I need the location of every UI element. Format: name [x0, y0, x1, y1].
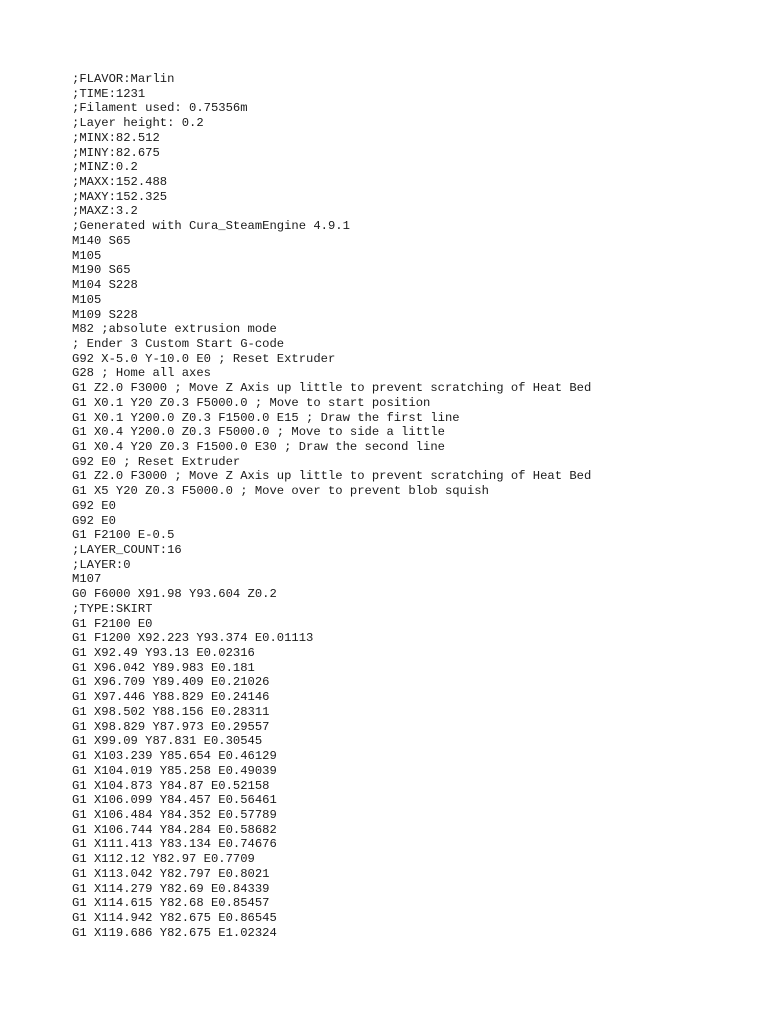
- gcode-line: ;TYPE:SKIRT: [72, 601, 153, 616]
- gcode-line: M104 S228: [72, 278, 138, 293]
- gcode-line: G1 X96.042 Y89.983 E0.181: [72, 660, 255, 675]
- gcode-line: M107: [72, 572, 102, 587]
- gcode-line: G92 E0: [72, 513, 116, 528]
- gcode-line: ;MAXY:152.325: [72, 189, 168, 204]
- gcode-line: G1 X103.239 Y85.654 E0.46129: [72, 749, 277, 764]
- gcode-line: ;Layer height: 0.2: [72, 116, 204, 131]
- gcode-line: G1 X98.829 Y87.973 E0.29557: [72, 719, 270, 734]
- gcode-line: G1 X92.49 Y93.13 E0.02316: [72, 646, 255, 661]
- gcode-line: ;TIME:1231: [72, 86, 146, 101]
- gcode-line: G1 X106.744 Y84.284 E0.58682: [72, 822, 277, 837]
- gcode-line: G1 X0.4 Y200.0 Z0.3 F5000.0 ; Move to side a little: [72, 425, 445, 440]
- gcode-line: G1 X96.709 Y89.409 E0.21026: [72, 675, 270, 690]
- gcode-line: G1 X104.873 Y84.87 E0.52158: [72, 778, 270, 793]
- gcode-line: ;LAYER_COUNT:16: [72, 543, 182, 557]
- gcode-line: G1 X112.12 Y82.97 E0.7709: [72, 852, 255, 867]
- gcode-line: ;Generated with Cura_SteamEngine 4.9.1: [72, 219, 350, 234]
- gcode-line: G1 X104.019 Y85.258 E0.49039: [72, 763, 277, 778]
- gcode-line: G0 F6000 X91.98 Y93.604 Z0.2: [72, 587, 277, 602]
- gcode-line: G1 X119.686 Y82.675 E1.02324: [72, 925, 277, 940]
- gcode-line: G1 X113.042 Y82.797 E0.8021: [72, 866, 270, 881]
- gcode-line: ;MAXX:152.488: [72, 175, 168, 190]
- gcode-line: ;MAXZ:3.2: [72, 204, 138, 219]
- gcode-line: M140 S65: [72, 233, 131, 248]
- gcode-line: G1 X98.502 Y88.156 E0.28311: [72, 704, 270, 719]
- gcode-line: G1 F1200 X92.223 Y93.374 E0.01113: [72, 631, 314, 646]
- gcode-line: G1 X5 Y20 Z0.3 F5000.0 ; Move over to prevent blob squish: [72, 484, 489, 499]
- gcode-line: ;MINZ:0.2: [72, 160, 138, 175]
- gcode-line: G1 X106.099 Y84.457 E0.56461: [72, 793, 277, 808]
- gcode-line: G1 X97.446 Y88.829 E0.24146: [72, 690, 270, 705]
- gcode-line: ;FLAVOR:Marlin: [72, 72, 175, 86]
- gcode-line: G1 X114.942 Y82.675 E0.86545: [72, 910, 277, 925]
- gcode-line: G1 X114.279 Y82.69 E0.84339: [72, 881, 270, 896]
- gcode-line: ;LAYER:0: [72, 557, 131, 572]
- gcode-line: G92 E0: [72, 498, 116, 513]
- gcode-line: G1 F2100 E-0.5: [72, 528, 175, 543]
- gcode-line: G1 X114.615 Y82.68 E0.85457: [72, 896, 270, 911]
- gcode-listing: [72, 72, 591, 940]
- gcode-line: G1 X106.484 Y84.352 E0.57789: [72, 807, 277, 822]
- gcode-line: M105: [72, 292, 102, 307]
- gcode-line: G1 Z2.0 F3000 ; Move Z Axis up little to prevent scratching of Heat Bed: [72, 381, 592, 396]
- gcode-line: G1 F2100 E0: [72, 616, 153, 631]
- gcode-line: M82 ;absolute extrusion mode: [72, 322, 277, 337]
- gcode-line: ;MINX:82.512: [72, 130, 160, 145]
- gcode-line: ;Filament used: 0.75356m: [72, 101, 248, 116]
- gcode-line: ; Ender 3 Custom Start G-code: [72, 336, 285, 351]
- gcode-line: G92 E0 ; Reset Extruder: [72, 454, 241, 469]
- gcode-line: M109 S228: [72, 307, 138, 322]
- gcode-line: G1 X0.1 Y200.0 Z0.3 F1500.0 E15 ; Draw the first line: [72, 410, 460, 425]
- gcode-line: G1 X0.4 Y20 Z0.3 F1500.0 E30 ; Draw the second line: [72, 439, 445, 454]
- gcode-line: M105: [72, 248, 102, 263]
- gcode-line: G92 X-5.0 Y-10.0 E0 ; Reset Extruder: [72, 351, 336, 366]
- gcode-line: G1 X0.1 Y20 Z0.3 F5000.0 ; Move to start position: [72, 395, 431, 410]
- gcode-line: ;MINY:82.675: [72, 145, 160, 160]
- gcode-line: G1 X99.09 Y87.831 E0.30545: [72, 734, 263, 749]
- gcode-line: G1 X111.413 Y83.134 E0.74676: [72, 837, 277, 852]
- gcode-line: G1 Z2.0 F3000 ; Move Z Axis up little to prevent scratching of Heat Bed: [72, 469, 592, 484]
- gcode-line: G28 ; Home all axes: [72, 366, 211, 381]
- gcode-line: M190 S65: [72, 263, 131, 278]
